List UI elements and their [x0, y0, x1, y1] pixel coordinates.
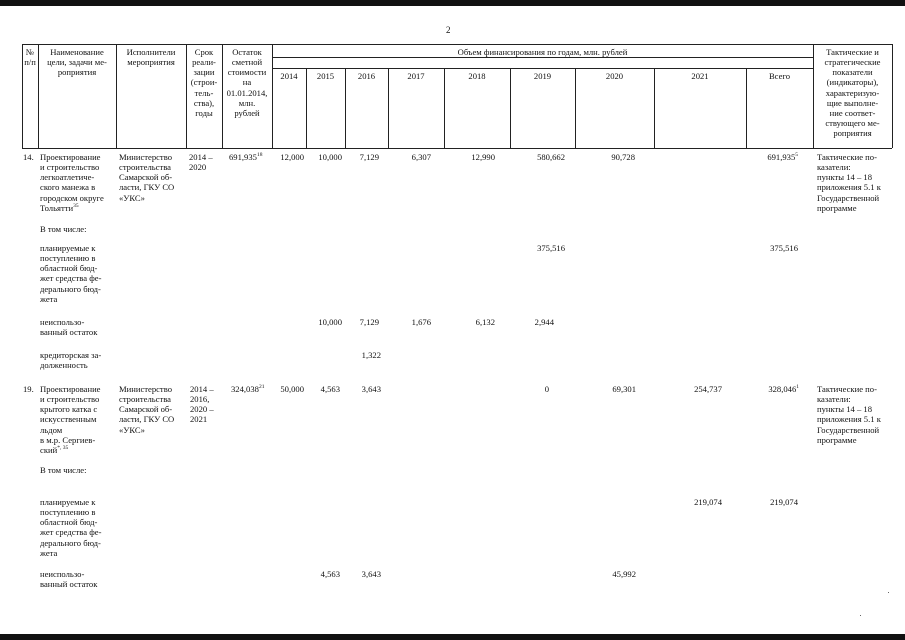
cell-2021: 254,737 — [694, 384, 722, 394]
cell-2015: 4,563 — [320, 569, 340, 579]
including-label: В том числе: — [40, 224, 87, 234]
cell-2016: 1,322 — [361, 350, 381, 360]
row-remainder: 324,038$^{21}$ — [231, 384, 265, 394]
row-label: неиспользо- ванный остаток — [40, 569, 98, 590]
row-executor: Министерство строительства Самарской об- ласти, ГКУ СО «УКС» — [119, 384, 175, 435]
cell-2017: 6,307 — [411, 152, 431, 162]
row-executor: Министерство строительства Самарской об- ласти, ГКУ СО «УКС» — [119, 152, 175, 203]
row-period: 2014 – 2020 — [189, 152, 213, 173]
row-indicators: Тактические по- казатели: пункты 14 – 18 приложения 5.1 к Государственной программе — [817, 384, 881, 445]
including-label: В том числе: — [40, 465, 87, 475]
header-year-2017: 2017 — [407, 71, 425, 81]
header-year-2019: 2019 — [533, 71, 552, 81]
scan-speck — [860, 615, 861, 616]
header-year-2014: 2014 — [280, 71, 298, 81]
row-label: кредиторская за- долженность — [40, 350, 102, 371]
cell-2018: 6,132 — [475, 317, 495, 327]
cell-2015: 10,000 — [318, 317, 342, 327]
cell-total: 219,074 — [770, 497, 798, 507]
row-number: 14. — [23, 152, 34, 162]
cell-2019: 375,516 — [537, 243, 565, 253]
header-period: Срок реали- зации (строи- тель- ства), годы — [190, 47, 218, 118]
row-name: Проектирование и строительство легкоатлетиче- ского манежа в городском округе Тольятти$^{35}$ — [40, 152, 104, 213]
scan-speck — [888, 592, 889, 593]
cell-2017: 1,676 — [411, 317, 431, 327]
row-label: планируемые к поступлению в областной бюд- жет средства фе- дерального бюд- жета — [40, 497, 102, 558]
cell-2020: 69,301 — [612, 384, 636, 394]
header-year-2021: 2021 — [691, 71, 709, 81]
cell-2020: 45,992 — [612, 569, 636, 579]
cell-2021: 219,074 — [694, 497, 722, 507]
cell-2014: 12,000 — [280, 152, 304, 162]
row-label: неиспользо- ванный остаток — [40, 317, 98, 338]
row-period: 2014 – 2016, 2020 – 2021 — [190, 384, 214, 425]
header-executors: Исполнители мероприятия — [126, 47, 176, 68]
cell-total: 375,516 — [770, 243, 798, 253]
header-year-2015: 2015 — [316, 71, 335, 81]
header-remainder: Остаток сметной стоимости на 01.01.2014, млн. рублей — [226, 47, 268, 118]
row-remainder: 691,935$^{18}$ — [229, 152, 263, 162]
header-total: Всего — [768, 71, 791, 81]
cell-2016: 7,129 — [359, 317, 379, 327]
cell-2019: 580,662 — [537, 152, 565, 162]
header-funding-title: Объем финансирования по годам, млн. рублей — [457, 47, 628, 57]
cell-2019: 0 — [544, 384, 549, 394]
top-border — [0, 0, 905, 6]
cell-2014: 50,000 — [280, 384, 304, 394]
header-year-2016: 2016 — [357, 71, 376, 81]
cell-2016: 7,129 — [359, 152, 379, 162]
row-label: планируемые к поступлению в областной бюд- жет средства фе- дерального бюд- жета — [40, 243, 102, 304]
cell-2018: 12,990 — [471, 152, 495, 162]
header-year-2020: 2020 — [605, 71, 624, 81]
cell-2015: 10,000 — [318, 152, 342, 162]
header-no: № п/п — [24, 47, 36, 68]
header-name: Наименование цели, задачи ме- роприятия — [47, 47, 107, 78]
cell-2016: 3,643 — [361, 384, 381, 394]
page-number: 2 — [446, 25, 451, 35]
cell-2015: 4,563 — [320, 384, 340, 394]
row-indicators: Тактические по- казатели: пункты 14 – 18 приложения 5.1 к Государственной программе — [817, 152, 881, 213]
row-number: 19. — [23, 384, 34, 394]
cell-total: 328,046$^1$ — [768, 384, 799, 394]
cell-2016: 3,643 — [361, 569, 381, 579]
row-name: Проектирование и строительство крытого катка с искусственным льдом в м.р. Сергиев- ский$^{*, 35}$ — [40, 384, 101, 455]
header-indicators: Тактические и стратегические показатели (индикаторы), характеризую- щие выполне- ние соответ- ствующего ме- роприятия — [824, 47, 881, 139]
cell-2020: 90,728 — [611, 152, 635, 162]
bottom-border — [0, 634, 905, 640]
cell-total: 691,935$^5$ — [767, 152, 798, 162]
cell-2019: 2,944 — [534, 317, 554, 327]
header-year-2018: 2018 — [468, 71, 486, 81]
